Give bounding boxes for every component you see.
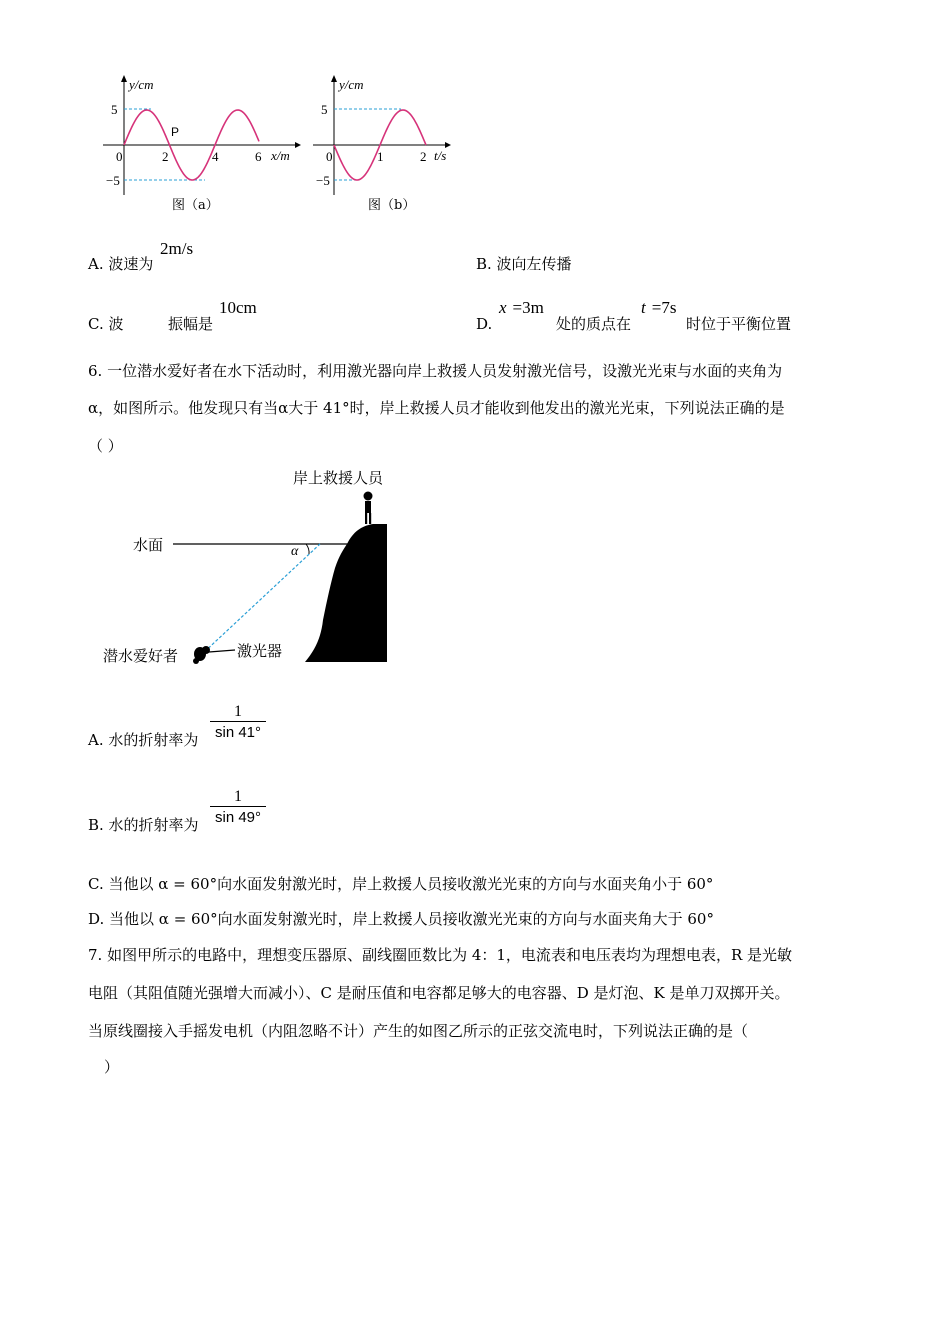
wave-figure-a bbox=[95, 70, 305, 220]
fig-a-tick-6: 6 bbox=[255, 149, 262, 164]
fig-b-caption: 图（b） bbox=[368, 198, 416, 213]
q5-option-d-x-var: x bbox=[499, 298, 507, 317]
point-p-label: P bbox=[171, 125, 180, 139]
q5-option-d-x bbox=[499, 298, 544, 318]
fig-a-ylabel: y/cm bbox=[129, 77, 154, 92]
q6-option-a-numerator: 1 bbox=[234, 703, 242, 720]
q6-option-c: C. 当他以 α = 60°向水面发射激光时，岸上救援人员接收激光光束的方向与水面夹角小于 60° bbox=[88, 875, 714, 893]
q6-stem-line-1: 6. 一位潜水爱好者在水下活动时，利用激光器向岸上救援人员发射激光信号，设激光光束与水面的夹角为 bbox=[88, 362, 783, 380]
fig-b-tick-0: 0 bbox=[326, 149, 333, 164]
q6-option-d: D. 当他以 α = 60°向水面发射激光时，岸上救援人员接收激光光束的方向与水面夹角大于 60° bbox=[88, 910, 714, 928]
fig-b-tick-1: 1 bbox=[377, 149, 384, 164]
fig-a-tick-5: 5 bbox=[111, 102, 118, 117]
fig-a-tick-2: 2 bbox=[162, 149, 169, 164]
q5-option-b: B. 波向左传播 bbox=[476, 255, 572, 273]
fig-b-tick-5: 5 bbox=[321, 102, 328, 117]
label-diver: 潜水爱好者 bbox=[103, 647, 179, 665]
q5-option-c-value: 10cm bbox=[219, 298, 257, 317]
q6-option-b-label: B. 水的折射率为 bbox=[88, 816, 199, 834]
q6-option-b-fraction bbox=[210, 788, 266, 826]
q6-option-a-denominator: sin 41° bbox=[210, 721, 266, 741]
q6-option-a-fraction bbox=[210, 703, 266, 741]
label-laser: 激光器 bbox=[237, 642, 283, 660]
q6-option-a-label: A. 水的折射率为 bbox=[88, 731, 199, 749]
q7-stem-line-2: 电阻（其阻值随光强增大而减小）、C 是耐压值和电容都足够大的电容器、D 是灯泡、K 是单刀双掷开关。 bbox=[88, 984, 790, 1002]
fig-b-tick-2: 2 bbox=[420, 149, 427, 164]
q5-option-d-t-val: =7s bbox=[651, 298, 677, 317]
cliff-shape bbox=[305, 524, 387, 662]
fig-a-tick-neg5: −5 bbox=[106, 173, 120, 188]
q5-option-c-label-2: 振幅是 bbox=[168, 315, 214, 333]
fig-a-xlabel: x/m bbox=[271, 148, 290, 163]
label-water-surface: 水面 bbox=[133, 536, 164, 554]
fig-b-ylabel: y/cm bbox=[339, 77, 364, 92]
q5-option-d-x-val: =3m bbox=[512, 298, 544, 317]
q5-option-a-value: 2m/s bbox=[160, 239, 194, 258]
fig-a-tick-0: 0 bbox=[116, 149, 123, 164]
q5-option-d-end: 时位于平衡位置 bbox=[686, 315, 792, 333]
q5-option-d-t-var: t bbox=[641, 298, 646, 317]
wave-figure-b bbox=[305, 70, 465, 220]
diver-icon bbox=[193, 646, 210, 664]
fig-a-caption: 图（a） bbox=[172, 198, 219, 213]
q7-stem-line-1: 7. 如图甲所示的电路中，理想变压器原、副线圈匝数比为 4：1，电流表和电压表均为理想电表，R 是光敏 bbox=[88, 946, 793, 964]
label-rescuer: 岸上救援人员 bbox=[293, 469, 384, 487]
label-alpha: α bbox=[291, 544, 299, 559]
q5-option-d-mid: 处的质点在 bbox=[556, 315, 632, 333]
q7-stem-line-4: ） bbox=[104, 1058, 120, 1076]
q6-option-b-numerator: 1 bbox=[234, 788, 242, 805]
q5-option-a bbox=[88, 254, 153, 274]
q6-stem-line-3: （ ） bbox=[88, 437, 123, 455]
fig-b-tick-neg5: −5 bbox=[316, 173, 330, 188]
q6-option-b-denominator: sin 49° bbox=[210, 806, 266, 826]
q5-option-c-label-1: C. 波 bbox=[88, 315, 124, 333]
q6-diagram bbox=[95, 460, 415, 675]
rescuer-icon bbox=[364, 492, 373, 525]
q5-option-a-label: A. 波速为 bbox=[88, 255, 154, 273]
fig-b-xlabel: t/s bbox=[434, 148, 447, 163]
q5-option-d-t bbox=[641, 298, 676, 318]
fig-a-tick-4: 4 bbox=[212, 149, 219, 164]
q7-stem-line-3: 当原线圈接入手摇发电机（内阻忽略不计）产生的如图乙所示的正弦交流电时，下列说法正确的是（ bbox=[88, 1022, 749, 1040]
q6-stem-line-2: α，如图所示。他发现只有当α大于 41°时，岸上救援人员才能收到他发出的激光光束，下列说法正确的是 bbox=[88, 399, 785, 417]
q5-option-d-label: D. bbox=[476, 315, 493, 333]
